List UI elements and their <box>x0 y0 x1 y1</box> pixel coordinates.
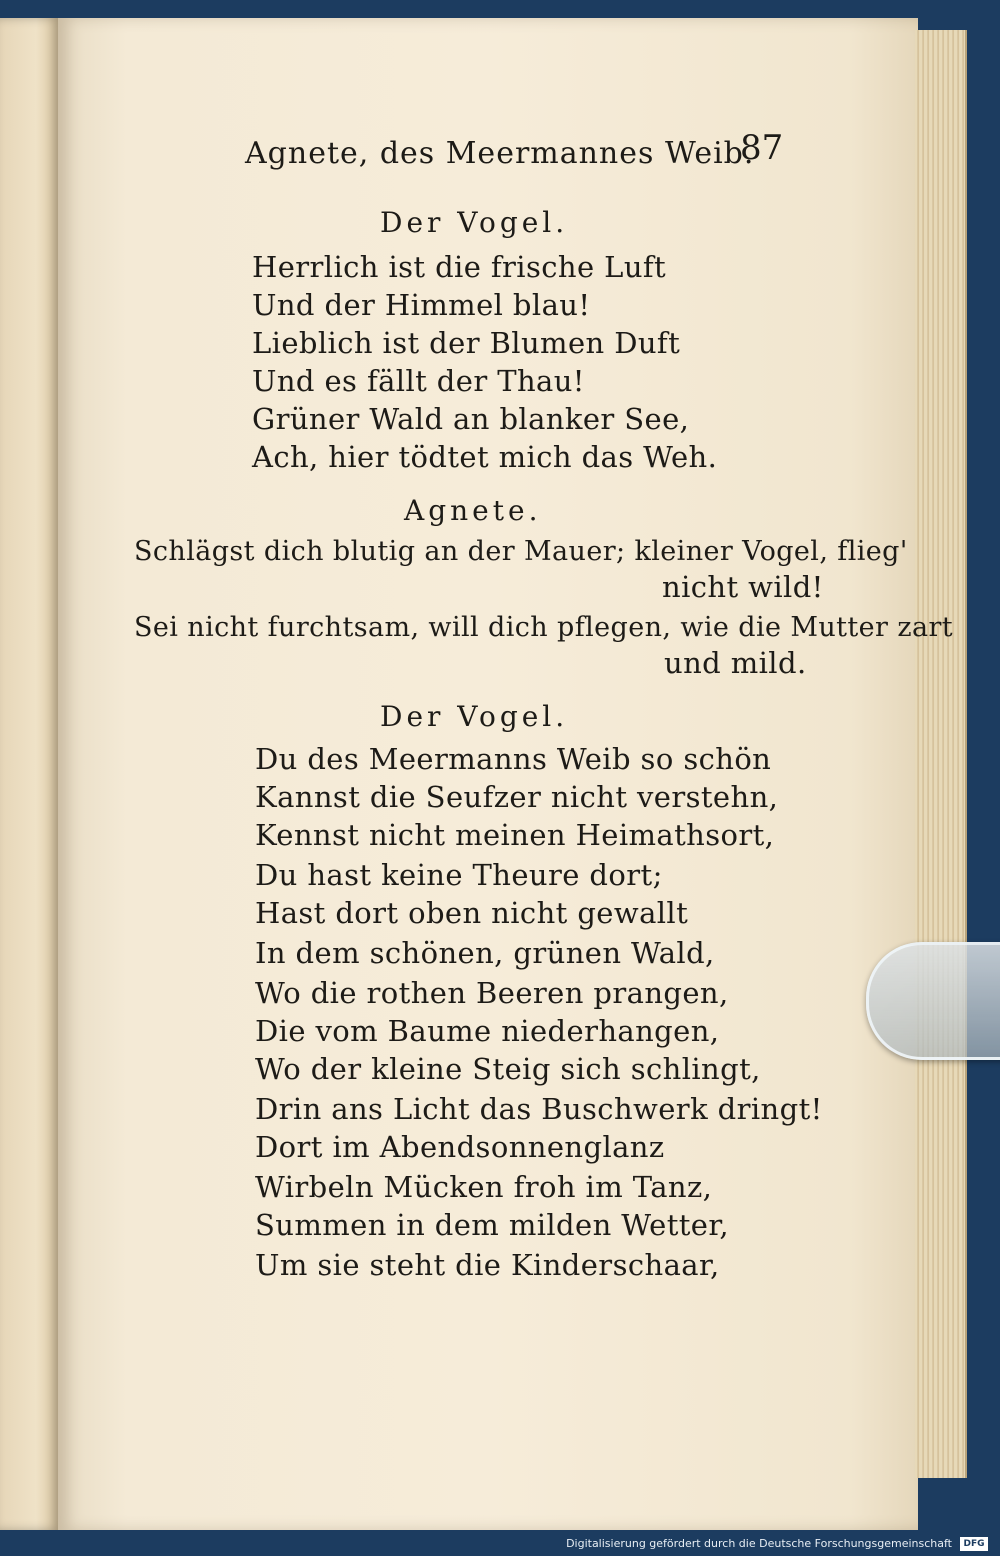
verse-line: Dort im Abendsonnenglanz <box>255 1130 665 1164</box>
verse-line: Die vom Baume niederhangen, <box>255 1014 720 1048</box>
verse-line: Und der Himmel blau! <box>252 288 591 322</box>
verse-line: Sei nicht furchtsam, will dich pflegen, wie die Mutter zart <box>134 612 954 643</box>
verse-line: Du des Meermanns Weib so schön <box>255 742 772 776</box>
verse-line: Ach, hier tödtet mich das Weh. <box>252 440 718 474</box>
verse-line: Lieblich ist der Blumen Duft <box>252 326 681 360</box>
running-title: Agnete, des Meermannes Weib. <box>245 136 755 171</box>
verse-line: und mild. <box>664 646 807 680</box>
verse-line: Wo die rothen Beeren prangen, <box>255 976 729 1010</box>
verse-line: Grüner Wald an blanker See, <box>252 402 690 436</box>
verse-line: Kannst die Seufzer nicht verstehn, <box>255 780 779 814</box>
verse-line: Du hast keine Theure dort; <box>255 858 663 892</box>
page-stack-edge <box>915 30 967 1478</box>
verse-line: Um sie steht die Kinderschaar, <box>255 1248 720 1282</box>
verse-line: Kennst nicht meinen Heimathsort, <box>255 818 775 852</box>
dfg-logo: DFG <box>960 1537 988 1551</box>
verse-line: Und es fällt der Thau! <box>252 364 585 398</box>
verse-line: Schlägst dich blutig an der Mauer; kleiner Vogel, flieg' <box>134 536 908 567</box>
verse-line: Drin ans Licht das Buschwerk dringt! <box>255 1092 823 1126</box>
page-clip <box>866 942 1000 1060</box>
verse-line: Summen in dem milden Wetter, <box>255 1208 730 1242</box>
verse-line: Hast dort oben nicht gewallt <box>255 896 689 930</box>
verse-line: Wo der kleine Steig sich schlingt, <box>255 1052 761 1086</box>
speaker-heading: Der Vogel. <box>380 206 569 239</box>
speaker-heading: Agnete. <box>404 494 542 527</box>
verse-line: In dem schönen, grünen Wald, <box>255 936 715 970</box>
verse-line: Herrlich ist die frische Luft <box>252 250 667 284</box>
page-number: 87 <box>740 128 784 168</box>
verse-line: Wirbeln Mücken froh im Tanz, <box>255 1170 713 1204</box>
funding-credit: Digitalisierung gefördert durch die Deutsche Forschungsgemeinschaft <box>566 1537 952 1550</box>
previous-page-edge <box>0 18 63 1530</box>
speaker-heading: Der Vogel. <box>380 700 569 733</box>
verse-line: nicht wild! <box>662 570 824 604</box>
